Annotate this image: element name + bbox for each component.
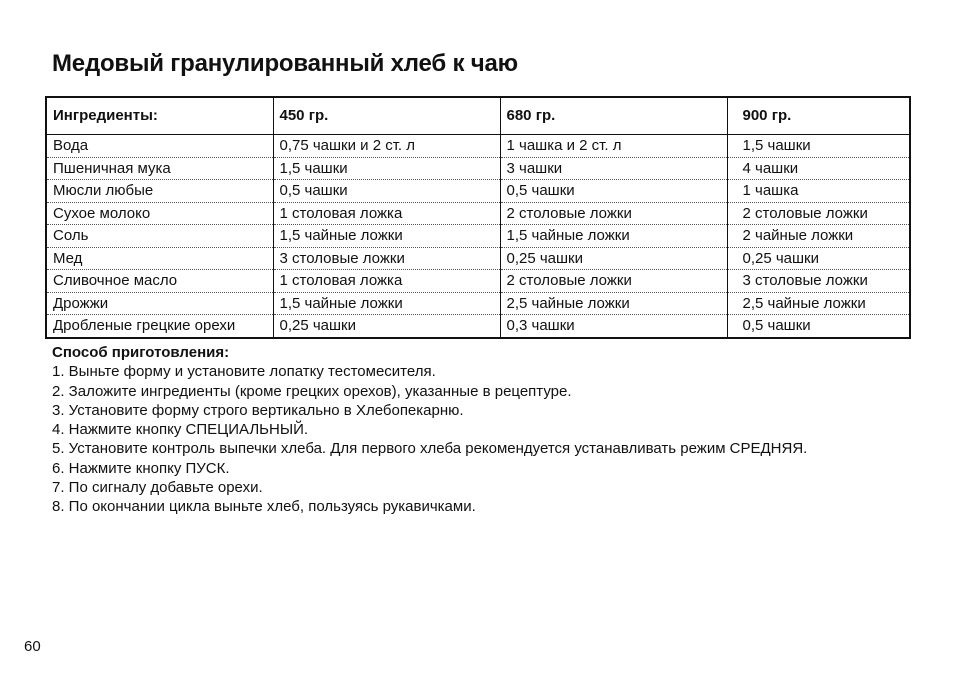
amount-450: 1,5 чашки — [273, 157, 500, 180]
table-row — [46, 292, 910, 315]
amount-900: 2 чайные ложки — [727, 225, 910, 248]
amount-450: 0,75 чашки и 2 ст. л — [273, 135, 500, 158]
page-number: 60 — [24, 638, 41, 655]
ingredient-name: Мюсли любые — [46, 180, 273, 203]
amount-900: 4 чашки — [727, 157, 910, 180]
amount-900: 3 столовые ложки — [727, 270, 910, 293]
column-header-680: 680 гр. — [500, 97, 727, 135]
column-header-ingredients: Ингредиенты: — [46, 97, 273, 135]
method-step: 4. Нажмите кнопку СПЕЦИАЛЬНЫЙ. — [52, 421, 309, 439]
amount-450: 1 столовая ложка — [273, 270, 500, 293]
ingredient-name: Дробленые грецкие орехи — [46, 315, 273, 338]
amount-900: 1,5 чашки — [727, 135, 910, 158]
method-step: 8. По окончании цикла выньте хлеб, пользуясь рукавичками. — [52, 498, 476, 516]
ingredient-name: Соль — [46, 225, 273, 248]
ingredient-name: Сухое молоко — [46, 202, 273, 225]
method-step: 7. По сигналу добавьте орехи. — [52, 479, 263, 497]
table-header-row — [46, 97, 910, 135]
ingredient-name: Вода — [46, 135, 273, 158]
table-row — [46, 157, 910, 180]
method-step: 1. Выньте форму и установите лопатку тестомесителя. — [52, 363, 436, 381]
method-step: 2. Заложите ингредиенты (кроме грецких орехов), указанные в рецептуре. — [52, 382, 572, 400]
table-row — [46, 225, 910, 248]
ingredient-name: Пшеничная мука — [46, 157, 273, 180]
amount-450: 1,5 чайные ложки — [273, 292, 500, 315]
amount-450: 0,5 чашки — [273, 180, 500, 203]
ingredients-table — [45, 96, 911, 339]
method-steps-list — [52, 362, 807, 516]
table-row — [46, 270, 910, 293]
amount-680: 0,25 чашки — [500, 247, 727, 270]
page-title: Медовый гранулированный хлеб к чаю — [52, 50, 518, 77]
method-step: 3. Установите форму строго вертикально в Хлебопекарню. — [52, 401, 464, 419]
amount-900: 0,5 чашки — [727, 315, 910, 338]
amount-450: 3 столовые ложки — [273, 247, 500, 270]
method-step: 6. Нажмите кнопку ПУСК. — [52, 459, 230, 477]
table-row — [46, 180, 910, 203]
table-row — [46, 247, 910, 270]
amount-450: 0,25 чашки — [273, 315, 500, 338]
column-header-900: 900 гр. — [727, 97, 910, 135]
amount-680: 1 чашка и 2 ст. л — [500, 135, 727, 158]
method-step: 5. Установите контроль выпечки хлеба. Для первого хлеба рекомендуется устанавливать режим СРЕДНЯЯ. — [52, 440, 808, 458]
amount-680: 0,5 чашки — [500, 180, 727, 203]
preparation-method — [52, 343, 807, 517]
ingredient-name: Дрожжи — [46, 292, 273, 315]
amount-680: 2,5 чайные ложки — [500, 292, 727, 315]
ingredient-name: Сливочное масло — [46, 270, 273, 293]
table-row — [46, 202, 910, 225]
method-title: Способ приготовления: — [52, 344, 230, 361]
amount-680: 2 столовые ложки — [500, 270, 727, 293]
amount-900: 2,5 чайные ложки — [727, 292, 910, 315]
table-row — [46, 315, 910, 338]
table-row — [46, 135, 910, 158]
amount-900: 1 чашка — [727, 180, 910, 203]
amount-450: 1 столовая ложка — [273, 202, 500, 225]
amount-900: 0,25 чашки — [727, 247, 910, 270]
amount-680: 3 чашки — [500, 157, 727, 180]
amount-900: 2 столовые ложки — [727, 202, 910, 225]
ingredient-name: Мед — [46, 247, 273, 270]
amount-450: 1,5 чайные ложки — [273, 225, 500, 248]
amount-680: 2 столовые ложки — [500, 202, 727, 225]
column-header-450: 450 гр. — [273, 97, 500, 135]
amount-680: 0,3 чашки — [500, 315, 727, 338]
amount-680: 1,5 чайные ложки — [500, 225, 727, 248]
